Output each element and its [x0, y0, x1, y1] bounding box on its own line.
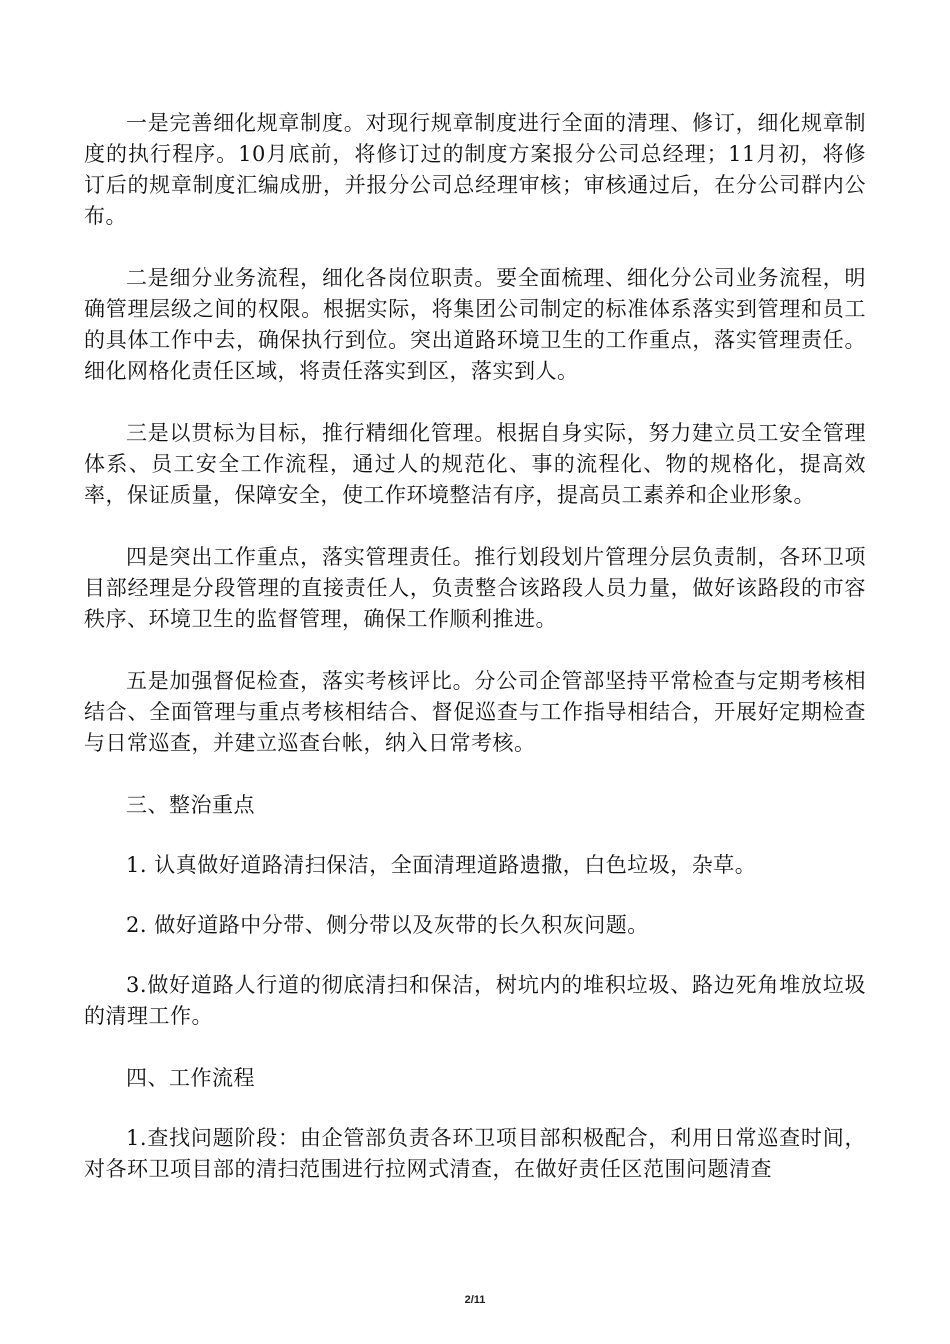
paragraph-rules: 一是完善细化规章制度。对现行规章制度进行全面的清理、修订，细化规章制度的执行程序。10月底前，将修订过的制度方案报分公司总经理；11月初，将修订后的规章制度汇编成册，并报分公司总经理审核；审核通过后，在分公司群内公布。	[84, 111, 866, 228]
paragraph-workflow-step-1: 1.查找问题阶段：由企管部负责各环卫项目部积极配合，利用日常巡查时间，对各环卫项目部的清扫范围进行拉网式清查，在做好责任区范围问题清查	[84, 1126, 866, 1181]
paragraph-key-work: 四是突出工作重点，落实管理责任。推行划段划片管理分层负责制，各环卫项目部经理是分段管理的直接责任人，负责整合该路段人员力量，做好该路段的市容秩序、环境卫生的监督管理，确保工作顺利推进。	[84, 545, 866, 631]
page-number: 2/11	[464, 1294, 486, 1306]
paragraph-refined-management: 三是以贯标为目标，推行精细化管理。根据自身实际，努力建立员工安全管理体系、员工安全工作流程，通过人的规范化、事的流程化、物的规格化，提高效率，保证质量，保障安全，使工作环境整洁有序，提高员工素养和企业形象。	[84, 421, 866, 507]
section-heading-focus: 三、整治重点	[126, 793, 255, 817]
list-item-2: 2. 做好道路中分带、侧分带以及灰带的长久积灰问题。	[126, 913, 649, 937]
document-body	[84, 108, 866, 1216]
section-heading-workflow: 四、工作流程	[126, 1066, 255, 1090]
paragraph-process: 二是细分业务流程，细化各岗位职责。要全面梳理、细化分公司业务流程，明确管理层级之间的权限。根据实际，将集团公司制定的标准体系落实到管理和员工的具体工作中去，确保执行到位。突出道路环境卫生的工作重点，落实管理责任。细化网格化责任区域，将责任落实到区，落实到人。	[84, 266, 866, 383]
paragraph-inspection: 五是加强督促检查，落实考核评比。分公司企管部坚持平常检查与定期考核相结合、全面管理与重点考核相结合、督促巡查与工作指导相结合，开展好定期检查与日常巡查，并建立巡查台帐，纳入日常考核。	[84, 669, 866, 755]
list-item-3: 3.做好道路人行道的彻底清扫和保洁，树坑内的堆积垃圾、路边死角堆放垃圾的清理工作。	[84, 973, 866, 1028]
list-item-1: 1. 认真做好道路清扫保洁，全面清理道路遗撒，白色垃圾，杂草。	[126, 853, 757, 877]
